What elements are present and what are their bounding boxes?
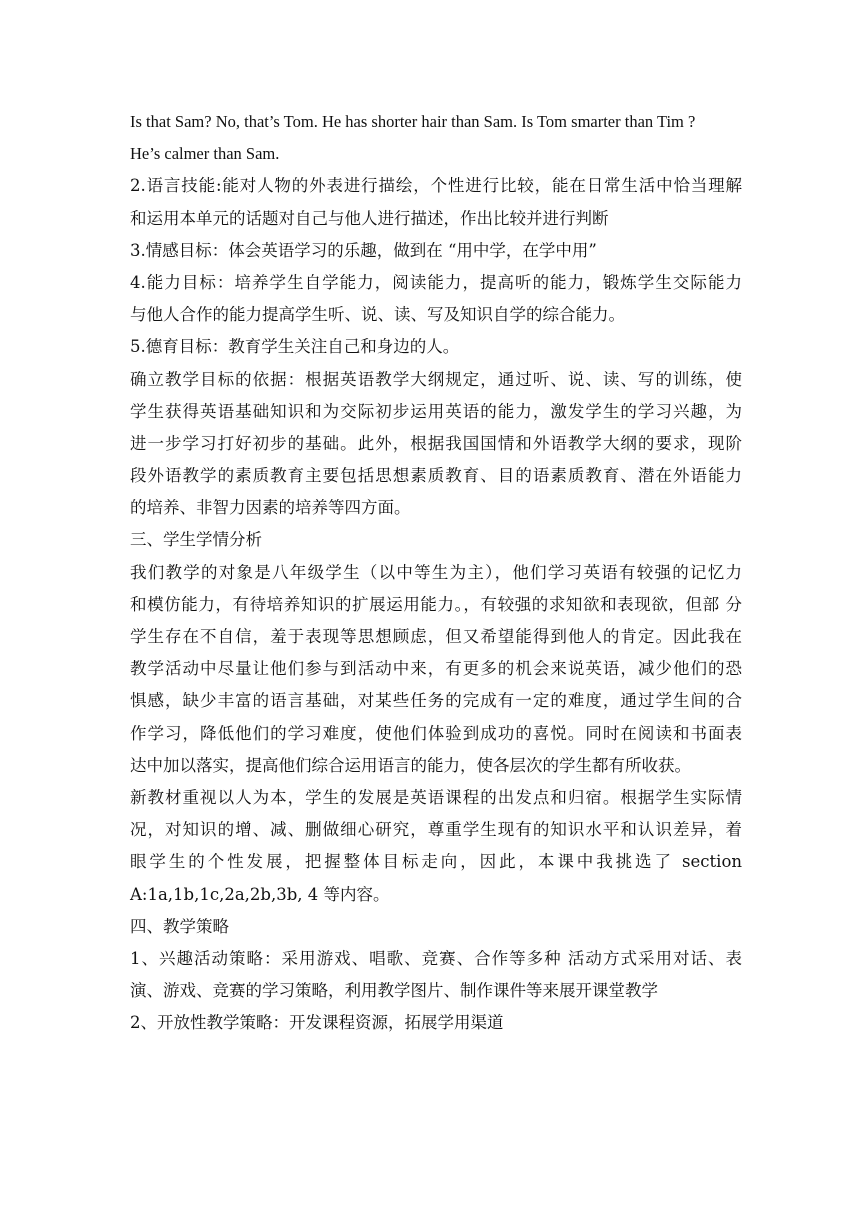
section-heading: 三、学生学情分析 xyxy=(130,530,262,550)
text-line: 我们教学的对象是八年级学生（以中等生为主），他们学习英语有较强的记忆力 xyxy=(130,562,742,582)
text-line: 况，对知识的增、减、删做细心研究，尊重学生现有的知识水平和认识差异，着 xyxy=(130,820,742,840)
text-line: 1、兴趣活动策略：采用游戏、唱歌、竞赛、合作等多种 活动方式采用对话、表 xyxy=(130,948,742,968)
text-line: 惧感，缺少丰富的语言基础，对某些任务的完成有一定的难度，通过学生间的合 xyxy=(130,691,742,711)
text-line: 作学习，降低他们的学习难度，使他们体验到成功的喜悦。同时在阅读和书面表 xyxy=(130,723,742,743)
text-line: 和运用本单元的话题对自己与他人进行描述，作出比较并进行判断 xyxy=(130,208,609,228)
text-line: He’s calmer than Sam. xyxy=(130,144,280,164)
text-line: 2、开放性教学策略：开发课程资源，拓展学用渠道 xyxy=(130,1013,504,1033)
text-line: Is that Sam? No, that’s Tom. He has shorter hair than Sam. Is Tom smarter than Tim ? xyxy=(130,112,696,131)
text-line: 5.德育目标：教育学生关注自己和身边的人。 xyxy=(130,337,460,357)
text-line: 学生存在不自信，羞于表现等思想顾虑，但又希望能得到他人的肯定。因此我在 xyxy=(130,627,742,646)
text-line: 达中加以落实，提高他们综合运用语言的能力，使各层次的学生都有所收获。 xyxy=(130,755,691,775)
document-body xyxy=(130,106,742,1039)
text-line: 4.能力目标：培养学生自学能力，阅读能力，提高听的能力，锻炼学生交际能力 xyxy=(130,272,742,292)
text-line: 与他人合作的能力提高学生听、说、读、写及知识自学的综合能力。 xyxy=(130,305,625,325)
text-line: 2.语言技能:能对人物的外表进行描绘，个性进行比较，能在日常生活中恰当理解 xyxy=(130,176,742,196)
text-line: 演、游戏、竞赛的学习策略，利用教学图片、制作课件等来展开课堂教学 xyxy=(130,981,658,1001)
text-line: 段外语教学的素质教育主要包括思想素质教育、目的语素质教育、潜在外语能力 xyxy=(130,466,742,486)
text-line: 的培养、非智力因素的培养等四方面。 xyxy=(130,498,411,518)
text-line: A:1a,1b,1c,2a,2b,3b, 4 等内容。 xyxy=(130,884,390,904)
text-line: 确立教学目标的依据：根据英语教学大纲规定，通过听、说、读、写的训练，使 xyxy=(130,369,742,389)
text-line: 眼学生的个性发展，把握整体目标走向，因此，本课中我挑选了 section xyxy=(130,852,742,872)
text-line: 学生获得英语基础知识和为交际初步运用英语的能力，激发学生的学习兴趣，为 xyxy=(130,401,742,421)
text-line: 和模仿能力，有待培养知识的扩展运用能力。，有较强的求知欲和表现欲，但部 分 xyxy=(130,594,742,614)
text-line: 教学活动中尽量让他们参与到活动中来，有更多的机会来说英语，减少他们的恐 xyxy=(130,659,742,679)
text-line: 进一步学习打好初步的基础。此外，根据我国国情和外语教学大纲的要求，现阶 xyxy=(130,433,742,453)
text-line: 3.情感目标：体会英语学习的乐趣，做到在 “用中学，在学中用” xyxy=(130,240,597,260)
text-line: 新教材重视以人为本，学生的发展是英语课程的出发点和归宿。根据学生实际情 xyxy=(130,787,742,807)
section-heading: 四、教学策略 xyxy=(130,916,229,936)
